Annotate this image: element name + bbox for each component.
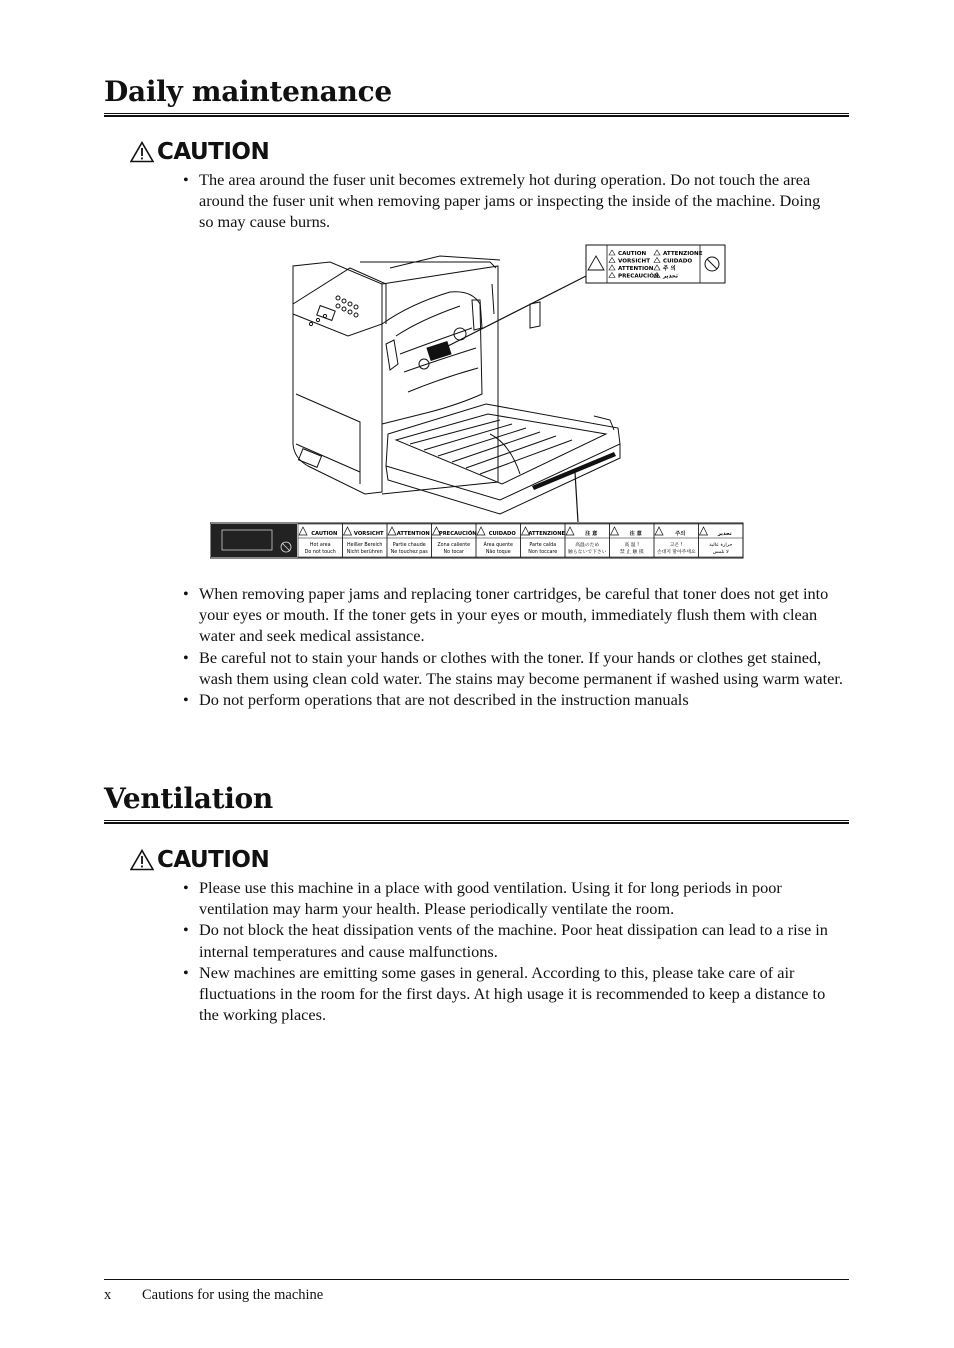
list-item: • Do not perform operations that are not described in the instruction manuals [183,689,853,710]
bullet-list [183,877,835,1025]
section-title-daily-maintenance: Daily maintenance [104,75,392,108]
label-cell-heading: CAUTION [311,531,338,537]
label-cell-heading: PRECAUCIÓN [438,531,477,537]
caution-heading [130,847,269,873]
footer-title: Cautions for using the machine [142,1287,324,1303]
interior-label-mark [426,341,451,361]
caution-label: CAUTION [157,139,270,165]
caution-label: CAUTION [157,847,270,873]
label-cell-heading: CUIDADO [488,531,516,537]
small-warning-label [586,245,725,283]
label-cell-text: 高温のため [575,543,600,548]
page-number: x [104,1287,112,1303]
label-cell-text: Ne touchez pas [390,550,428,555]
label-cell-text: Non toccare [528,550,558,555]
small-label-text: VORSICHT [618,258,651,265]
label-cell-text: No tocar [443,550,464,555]
label-cell-heading: ATTENZIONE [528,531,566,537]
label-cell-text: Não toque [485,550,511,555]
small-label-text: ATTENZIONE [663,251,703,257]
footer-rule [104,1279,849,1280]
label-cell-heading: VORSICHT [353,531,384,537]
list-item: • Be careful not to stain your hands or clothes with the toner. If your hands or clothes get stained, wash them using clean cold water. The stains may become permanent if washed using warm water. [183,647,853,689]
label-cell-heading: ATTENTION [396,531,430,537]
bullet-list [183,583,853,710]
section-rule [104,820,849,824]
label-cell-text: Partie chaude [392,543,426,548]
door-label-mark [532,452,616,490]
leader-line [575,472,578,522]
label-cell-text: Área quente [483,543,513,548]
label-cell-text: Zona caliente [437,543,471,548]
list-item: • Please use this machine in a place with good ventilation. Using it for long periods in poor ventilation may harm your health. Please periodically ventilate the room. [183,877,835,919]
small-label-text: CUIDADO [663,258,693,265]
small-label-text: تحذير [663,273,678,280]
caution-heading [130,139,269,165]
label-cell-heading: 주의 [675,531,686,537]
small-label-text: 주 의 [663,266,676,272]
label-cell-text: Parte calda [529,543,557,548]
warning-triangle-icon [130,141,154,163]
label-cell-text: Nicht berühren [346,550,383,555]
large-warning-label [210,523,743,558]
section-rule [104,113,849,117]
label-cell-text: حرارة عالية [709,543,733,548]
small-label-text: PRECAUCIÓN [618,273,659,280]
label-cell-text: 고온 ! [669,543,683,548]
label-cell-text: Heißer Bereich [347,543,383,548]
bullet-list [183,169,833,233]
list-item: • When removing paper jams and replacing toner cartridges, be careful that toner does not get into your eyes or mouth. If the toner gets in your eyes or mouth, immediately flush them with clean water and seek medical assistance. [183,583,853,647]
list-item: • Do not block the heat dissipation vents of the machine. Poor heat dissipation can lead to a rise in internal temperatures and cause malfunctions. [183,919,835,961]
label-cell-text: 触らないで下さい [568,550,607,555]
list-item: • The area around the fuser unit becomes extremely hot during operation. Do not touch the area around the fuser unit when removing paper jams or inspecting the inside of the machine. Doing so may cause burns. [183,169,833,233]
label-cell-text: Hot area [309,543,331,548]
label-cell-text: 禁 止 触 摸 [619,550,644,555]
small-label-text: ATTENTION [618,266,654,272]
list-item: • New machines are emitting some gases in general. According to this, please take care of air fluctuations in the room for the first days. At high usage it is recommended to keep a distance to the working places. [183,962,835,1026]
label-cell-text: 高 温 ! [624,543,640,548]
label-cell-text: 손대지 말아주세요 [656,550,696,555]
machine-illustration [293,256,620,514]
leader-line [444,274,590,348]
label-cell-text: لا تلمس [712,550,729,555]
fuser-unit-figure [210,244,744,560]
label-cell-heading: تحذير [717,531,732,537]
small-label-text: CAUTION [618,251,647,257]
section-title-ventilation: Ventilation [104,782,273,815]
label-cell-heading: 注 意 [585,531,598,537]
warning-triangle-icon [130,849,154,871]
label-cell-text: Do not touch [304,550,336,555]
label-cell-heading: 注 意 [629,531,642,537]
